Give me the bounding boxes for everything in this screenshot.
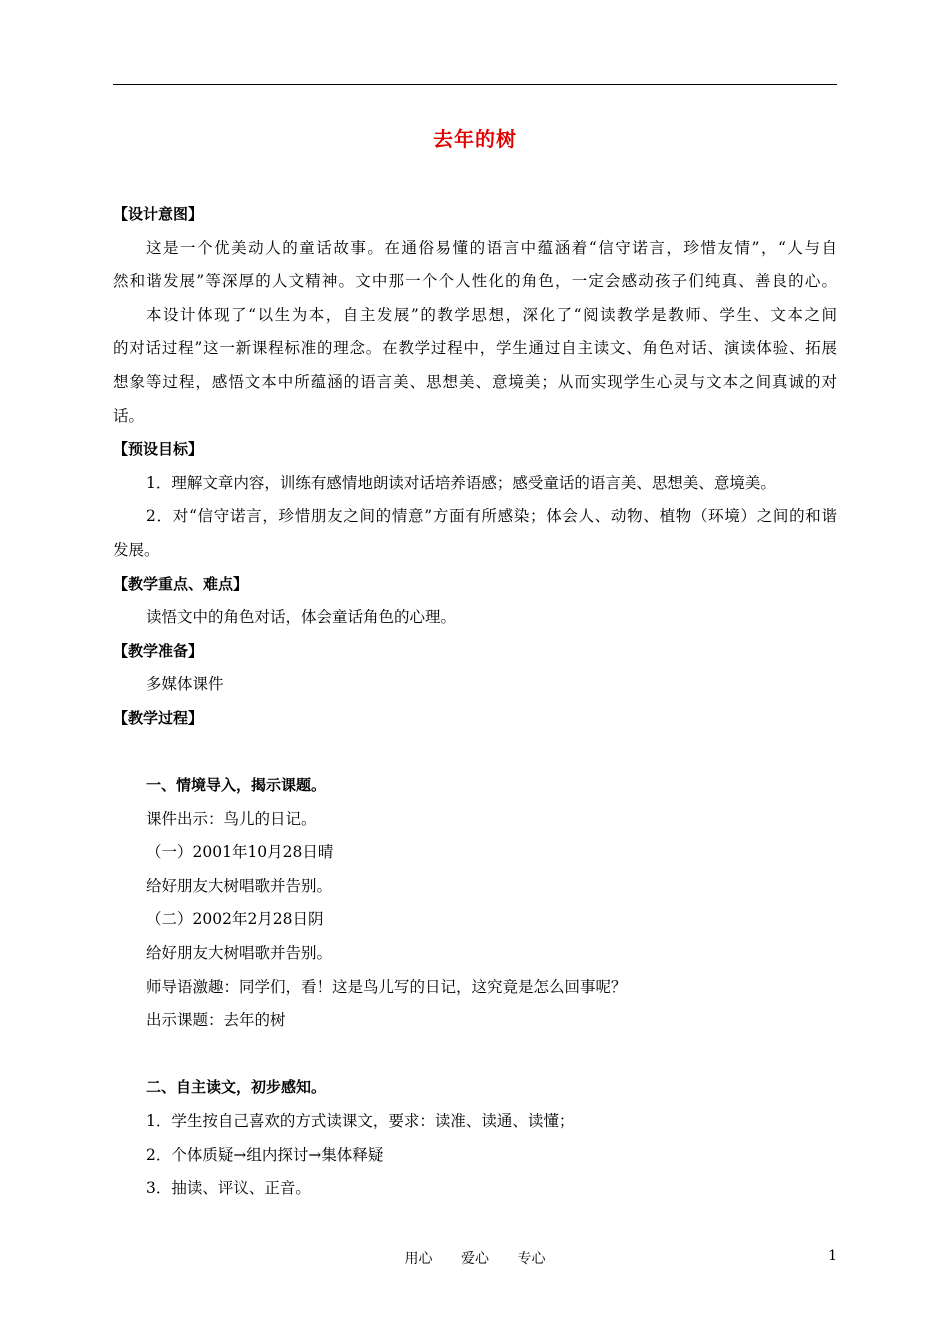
goal-item-continued: 发展。 — [113, 540, 160, 559]
section-heading-goals: 【预设目标】 — [113, 440, 204, 459]
process-part-title: 一、情境导入，揭示课题。 — [146, 776, 327, 795]
preparation-text: 多媒体课件 — [146, 675, 224, 694]
process-line: 2．个体质疑→组内探讨→集体释疑 — [146, 1145, 384, 1164]
footer-slogan — [0, 1248, 950, 1268]
document-title: 去年的树 — [433, 127, 517, 151]
page-number: 1 — [828, 1248, 837, 1264]
process-line: 课件出示：鸟儿的日记。 — [146, 809, 317, 828]
key-points-text: 读悟文中的角色对话，体会童话角色的心理。 — [146, 608, 457, 627]
paragraph-line: 然和谐发展”等深厚的人文精神。文中那一个个人性化的角色，一定会感动孩子们纯真、善良的心。 — [113, 272, 837, 291]
process-line: （一）2001年10月28日晴 — [146, 843, 334, 862]
footer-slogan-word: 专心 — [517, 1251, 546, 1267]
footer-slogan-word: 用心 — [404, 1251, 433, 1267]
process-line: 给好朋友大树唱歌并告别。 — [146, 876, 333, 895]
document-body — [113, 198, 837, 1206]
paragraph-line: 想象等过程，感悟文本中所蕴涵的语言美、思想美、意境美；从而实现学生心灵与文本之间真诚的对 — [113, 372, 837, 391]
paragraph-line: 话。 — [113, 406, 145, 425]
process-line: 1．学生按自己喜欢的方式读课文，要求：读准、读通、读懂； — [146, 1112, 575, 1131]
section-heading-key-points: 【教学重点、难点】 — [113, 574, 249, 593]
goal-item: 1．理解文章内容，训练有感情地朗读对话培养语感；感受童话的语言美、思想美、意境美。 — [146, 473, 776, 492]
process-line: 给好朋友大树唱歌并告别。 — [146, 944, 333, 963]
section-heading-process: 【教学过程】 — [113, 708, 204, 727]
process-line: （二）2002年2月28日阴 — [146, 910, 324, 929]
section-heading-design-intent: 【设计意图】 — [113, 205, 204, 223]
paragraph-line: 这是一个优美动人的童话故事。在通俗易懂的语言中蕴涵着“信守诺言，珍惜友情”，“人与自 — [146, 238, 837, 257]
blank-line — [113, 736, 837, 770]
process-part-title: 二、自主读文，初步感知。 — [146, 1078, 327, 1097]
blank-line — [113, 1038, 837, 1072]
footer-slogan-word: 爱心 — [461, 1251, 489, 1267]
paragraph-line: 的对话过程”这一新课程标准的理念。在教学过程中，学生通过自主读文、角色对话、演读体验、拓展 — [113, 339, 837, 358]
process-line: 出示课题：去年的树 — [146, 1011, 286, 1030]
goal-item: 2．对“信守诺言，珍惜朋友之间的情意”方面有所感染；体会人、动物、植物（环境）之间的和谐 — [146, 507, 837, 526]
process-line: 3．抽读、评议、正音。 — [146, 1179, 311, 1198]
section-heading-preparation: 【教学准备】 — [113, 641, 204, 660]
paragraph-line: 本设计体现了“以生为本，自主发展”的教学思想，深化了“阅读教学是教师、学生、文本之间 — [146, 305, 837, 324]
header-rule — [113, 84, 837, 85]
process-line: 师导语激趣：同学们，看！这是鸟儿写的日记，这究竟是怎么回事呢？ — [146, 977, 627, 996]
